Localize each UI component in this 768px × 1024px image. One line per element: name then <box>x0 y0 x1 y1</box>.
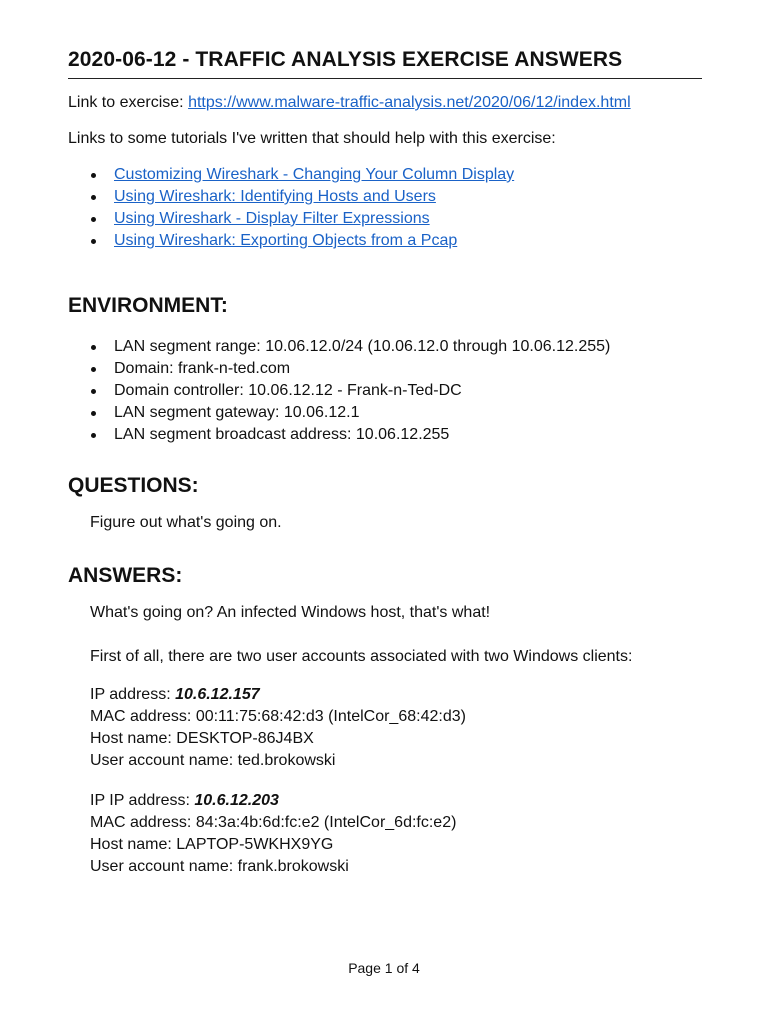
host2-ip: 10.6.12.203 <box>194 792 279 809</box>
tutorial-link-filter-expressions[interactable]: Using Wireshark - Display Filter Expressions <box>114 210 430 227</box>
exercise-link-line <box>68 92 631 114</box>
host2-hostname: Host name: LAPTOP-5WKHX9YG <box>90 836 334 853</box>
host2-ip-label: IP IP address: <box>90 792 195 809</box>
host1-hostname: Host name: DESKTOP-86J4BX <box>90 730 314 747</box>
tutorial-link-exporting-objects[interactable]: Using Wireshark: Exporting Objects from a Pcap <box>114 232 458 249</box>
tutorial-link-column-display[interactable]: Customizing Wireshark - Changing Your Column Display <box>114 166 515 183</box>
answers-heading: ANSWERS: <box>68 564 183 587</box>
list-item: Domain: frank-n-ted.com <box>68 358 610 380</box>
exercise-link-label: Link to exercise: <box>68 94 189 111</box>
environment-list <box>68 336 610 446</box>
answers-intro: What's going on? An infected Windows host, that's what! <box>90 604 491 621</box>
accounts-intro: First of all, there are two user accounts associated with two Windows clients: <box>90 648 633 665</box>
questions-heading: QUESTIONS: <box>68 474 199 497</box>
host1-ip-label: IP address: <box>90 686 176 703</box>
host1-mac: MAC address: 00:11:75:68:42:d3 (IntelCor_68:42:d3) <box>90 708 466 725</box>
questions-text: Figure out what's going on. <box>90 514 282 531</box>
environment-heading: ENVIRONMENT: <box>68 294 228 317</box>
host1-ip: 10.6.12.157 <box>175 686 260 703</box>
list-item <box>68 208 514 230</box>
page-title: 2020-06-12 - TRAFFIC ANALYSIS EXERCISE ANSWERS <box>68 48 702 79</box>
host2-user: User account name: frank.brokowski <box>90 858 349 875</box>
list-item: LAN segment gateway: 10.06.12.1 <box>68 402 610 424</box>
list-item <box>68 230 514 252</box>
page-footer: Page 1 of 4 <box>348 960 420 976</box>
list-item: Domain controller: 10.06.12.12 - Frank-n-Ted-DC <box>68 380 610 402</box>
host1-ip-line <box>90 684 260 706</box>
host1-user: User account name: ted.brokowski <box>90 752 336 769</box>
list-item: LAN segment range: 10.06.12.0/24 (10.06.12.0 through 10.06.12.255) <box>68 336 610 358</box>
exercise-link[interactable]: https://www.malware-traffic-analysis.net/2020/06/12/index.html <box>188 94 631 111</box>
tutorial-link-hosts-users[interactable]: Using Wireshark: Identifying Hosts and Users <box>114 188 436 205</box>
list-item: LAN segment broadcast address: 10.06.12.255 <box>68 424 610 446</box>
list-item <box>68 164 514 186</box>
tutorial-list <box>68 164 514 252</box>
host2-ip-line <box>90 790 279 812</box>
tutorials-intro: Links to some tutorials I've written that should help with this exercise: <box>68 130 556 147</box>
list-item <box>68 186 514 208</box>
host2-mac: MAC address: 84:3a:4b:6d:fc:e2 (IntelCor_6d:fc:e2) <box>90 814 457 831</box>
